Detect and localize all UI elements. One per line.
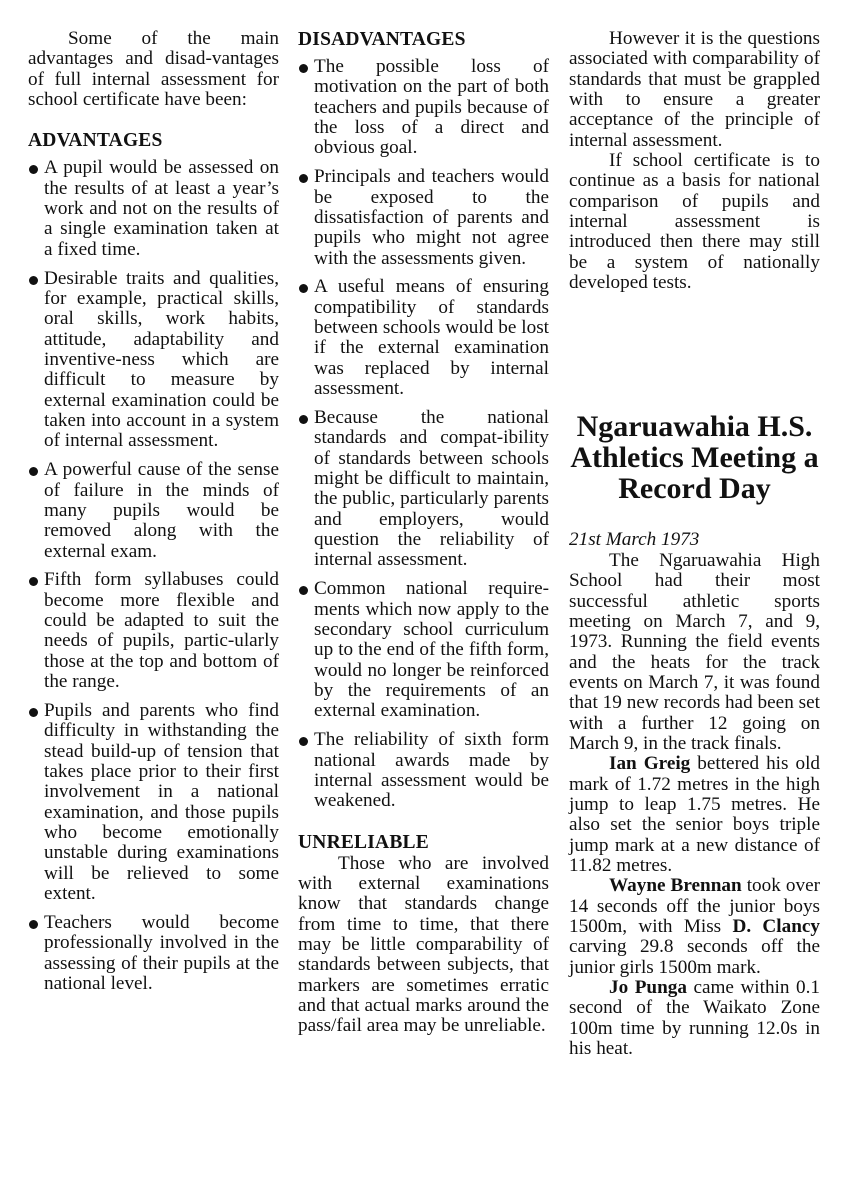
bullet-icon bbox=[29, 708, 38, 717]
unreliable-heading: UNRELIABLE bbox=[298, 831, 429, 853]
article-paragraph: Ian Greig bettered his old mark of 1.72 metres in the high jump to leap 1.75 metres. He also set the senior boys triple jump mark at a new distance of 11.82 metres. bbox=[569, 753, 820, 876]
article-date: 21st March 1973 bbox=[569, 529, 700, 551]
article-paragraph: Wayne Brennan took over 14 seconds off the junior boys 1500m, with Miss D. Clancy carving 29.8 seconds off the junior girls 1500m mark. bbox=[569, 875, 820, 978]
disadvantage-item: Principals and teachers would be exposed to the dissatisfaction of parents and pupils who might not agree with the assessments given. bbox=[298, 167, 549, 269]
advantage-item: Fifth form syllabuses could become more flexible and could be adapted to suit the needs of pupils, partic-ularly those at the top and bottom of the range. bbox=[28, 570, 279, 692]
bullet-icon bbox=[29, 467, 38, 476]
bullet-icon bbox=[299, 174, 308, 183]
comparability-paragraph: However it is the questions associated with comparability of standards that must be grappled with to ensure a greater acceptance of the principle of internal assessment. bbox=[569, 28, 820, 151]
bullet-icon bbox=[29, 920, 38, 929]
article-headline: Ngaruawahia H.S. Athletics Meeting a Record Day bbox=[570, 410, 819, 506]
advantage-item: Pupils and parents who find difficulty in withstanding the stead build-up of tension that takes place prior to their first involvement in a national examination, and those pupils who become emotionally unstable during examinations will be relieved to some extent. bbox=[28, 701, 279, 904]
disadvantage-item: Common national require-ments which now apply to the secondary school curriculum up to the end of the fifth form, would no longer be reinforced by the requirements of an external examination. bbox=[298, 579, 549, 721]
advantages-list bbox=[28, 158, 279, 994]
column-2 bbox=[298, 29, 549, 1037]
bullet-icon bbox=[299, 737, 308, 746]
bullet-icon bbox=[299, 415, 308, 424]
unreliable-paragraph: Those who are involved with external examinations know that standards change from time to time, that there may be little comparability of standards between subjects, that markers are sometimes erratic and that actual marks around the pass/fail area may be unreliable. bbox=[298, 852, 549, 1037]
advantage-item: A pupil would be assessed on the results of at least a year’s work and not on the results of a single examination taken at a fixed time. bbox=[28, 158, 279, 260]
athletics-article bbox=[569, 411, 820, 1059]
article-paragraph: The Ngaruawahia High School had their most successful athletic sports meeting on March 7, and 9, 1973. Running the field events and the heats for the track events on March 7, it was found that 19 new records had been set with a further 12 going on March 9, in the track finals. bbox=[569, 549, 820, 754]
intro-paragraph: Some of the main advantages and disad-vantages of full internal assessment for school certificate have been: bbox=[28, 28, 279, 111]
disadvantage-item: A useful means of ensuring compatibility of standards between schools would be lost if the external examination was replaced by internal assessment. bbox=[298, 277, 549, 399]
disadvantages-heading: DISADVANTAGES bbox=[298, 29, 466, 50]
bullet-icon bbox=[299, 64, 308, 73]
school-certificate-paragraph: If school certificate is to continue as a basis for national comparison of pupils and internal assessment is introduced then there may still be a system of nationally developed tests. bbox=[569, 150, 820, 294]
column-1 bbox=[28, 29, 279, 1003]
advantage-item: A powerful cause of the sense of failure in the minds of many pupils would be removed along with the external exam. bbox=[28, 460, 279, 562]
bullet-icon bbox=[299, 586, 308, 595]
advantage-item: Desirable traits and qualities, for example, practical skills, oral skills, work habits, attitude, adaptability and inventive-ness which are difficult to measure by external examination could be taken into account in a system of internal assessment. bbox=[28, 269, 279, 452]
athlete-name: Jo Punga bbox=[609, 977, 687, 999]
article-paragraph: Jo Punga came within 0.1 second of the Waikato Zone 100m time by running 12.0s in his heat. bbox=[569, 977, 820, 1060]
bullet-icon bbox=[29, 165, 38, 174]
column-3 bbox=[569, 29, 820, 1059]
advantage-item: Teachers would become professionally involved in the assessing of their pupils at the national level. bbox=[28, 913, 279, 994]
disadvantage-item: The reliability of sixth form national awards made by internal assessment would be weakened. bbox=[298, 730, 549, 811]
bullet-icon bbox=[29, 276, 38, 285]
disadvantage-item: The possible loss of motivation on the part of both teachers and pupils because of the loss of a direct and obvious goal. bbox=[298, 57, 549, 159]
athlete-name: Wayne Brennan bbox=[609, 875, 742, 897]
disadvantages-list bbox=[298, 57, 549, 812]
disadvantage-item: Because the national standards and compat-ibility of standards between schools might be difficult to maintain, the public, particularly parents and employers, would question the reliability of internal assessment. bbox=[298, 408, 549, 571]
athlete-name: Ian Greig bbox=[609, 753, 691, 775]
advantages-heading: ADVANTAGES bbox=[28, 130, 163, 152]
bullet-icon bbox=[29, 577, 38, 586]
bullet-icon bbox=[299, 284, 308, 293]
athlete-name: D. Clancy bbox=[732, 916, 820, 937]
